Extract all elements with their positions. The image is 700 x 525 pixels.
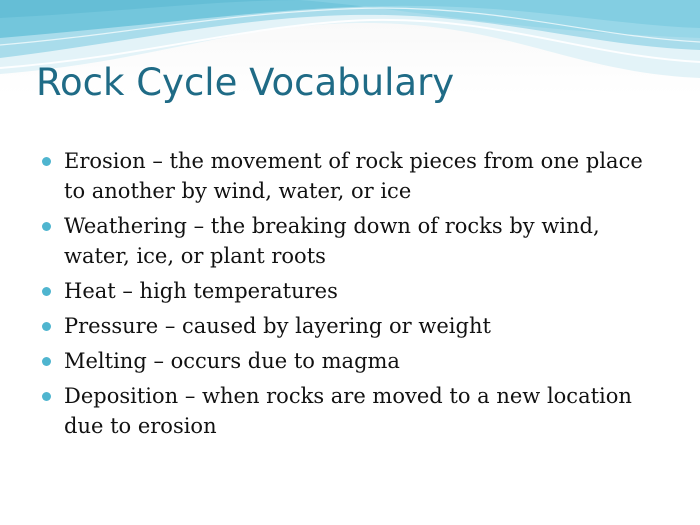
bullet-dot-icon: [42, 392, 51, 401]
bullet-item-melting: [40, 346, 660, 376]
bullet-item-pressure: [40, 311, 660, 341]
bullet-text: Pressure – caused by layering or weight: [64, 314, 491, 338]
bullet-item-weathering: [40, 211, 660, 271]
bullet-text: Heat – high temperatures: [64, 279, 338, 303]
bullet-item-heat: [40, 276, 660, 306]
bullet-text: Deposition – when rocks are moved to a new location due to erosion: [64, 384, 632, 438]
bullet-dot-icon: [42, 157, 51, 166]
bullet-text: Erosion – the movement of rock pieces from one place to another by wind, water, or ice: [64, 149, 643, 203]
bullet-item-deposition: [40, 381, 660, 441]
bullet-dot-icon: [42, 357, 51, 366]
bullet-dot-icon: [42, 222, 51, 231]
bullet-dot-icon: [42, 322, 51, 331]
bullet-list: [40, 146, 660, 446]
bullet-dot-icon: [42, 287, 51, 296]
bullet-text: Melting – occurs due to magma: [64, 349, 400, 373]
bullet-text: Weathering – the breaking down of rocks by wind, water, ice, or plant roots: [64, 214, 600, 268]
bullet-item-erosion: [40, 146, 660, 206]
slide-title: Rock Cycle Vocabulary: [36, 61, 455, 104]
